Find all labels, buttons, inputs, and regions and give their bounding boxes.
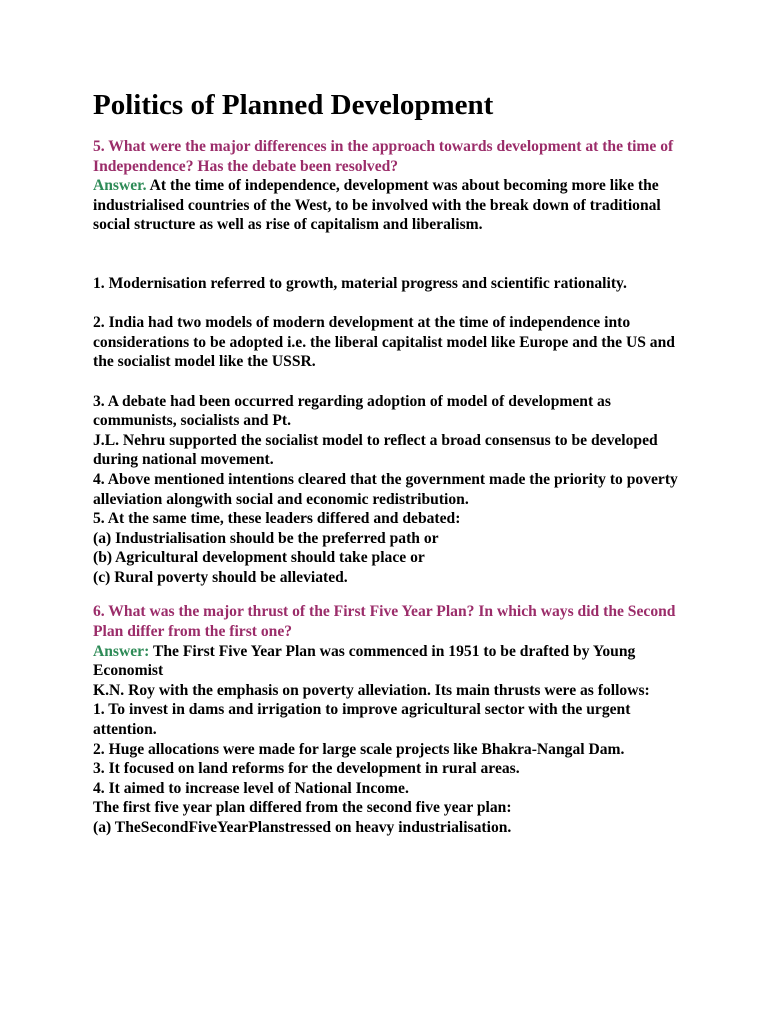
answer-6: [93, 642, 693, 681]
question-5: 5. What were the major differences in the approach towards development at the time of Independence? Has the debate been resolved?: [93, 138, 674, 175]
document-page: [93, 86, 693, 838]
answer-label: Answer.: [93, 177, 147, 195]
page-title: Politics of Planned Development: [93, 89, 494, 121]
answer-label: Answer:: [93, 642, 150, 660]
answer-6-continued: K.N. Roy with the emphasis on poverty alleviation. Its main thrusts were as follows: 1. To invest in dams and irrigation to improve agricultural sector with the urgent attention. 2. Huge allocations were made for large scale projects like Bhakra-Nangal Dam. 3. It focused on land reforms for the development in rural areas. 4. It aimed to increase level of National Income. The first five year plan differed from the second five year plan: (a) TheSecondFiveYearPlanstressed on heavy industrialisation.: [93, 681, 650, 836]
answer-5: [93, 176, 693, 235]
answer-text: The First Five Year Plan was commenced in 1951 to be drafted by Young Economist: [93, 642, 636, 680]
point-2: 2. India had two models of modern development at the time of independence into considerations to be adopted i.e. the liberal capitalist model like Europe and the US and the socialist model like the USSR.: [93, 314, 675, 371]
points-3-to-5: 3. A debate had been occurred regarding adoption of model of development as communists, socialists and Pt. J.L. Nehru supported the socialist model to reflect a broad consensus to be developed during national movement. 4. Above mentioned intentions cleared that the government made the priority to poverty alleviation alongwith social and economic redistribution. 5. At the same time, these leaders differed and debated: (a) Industrialisation should be the preferred path or (b) Agricultural development should take place or (c) Rural poverty should be alleviated.: [93, 392, 678, 586]
point-1: 1. Modernisation referred to growth, material progress and scientific rationality.: [93, 274, 627, 292]
answer-text: At the time of independence, development was about becoming more like the industrialised countries of the West, to be involved with the break down of traditional social structure as well as rise of capitalism and liberalism.: [93, 177, 661, 234]
question-6: 6. What was the major thrust of the First Five Year Plan? In which ways did the Second Plan differ from the first one?: [93, 603, 676, 641]
